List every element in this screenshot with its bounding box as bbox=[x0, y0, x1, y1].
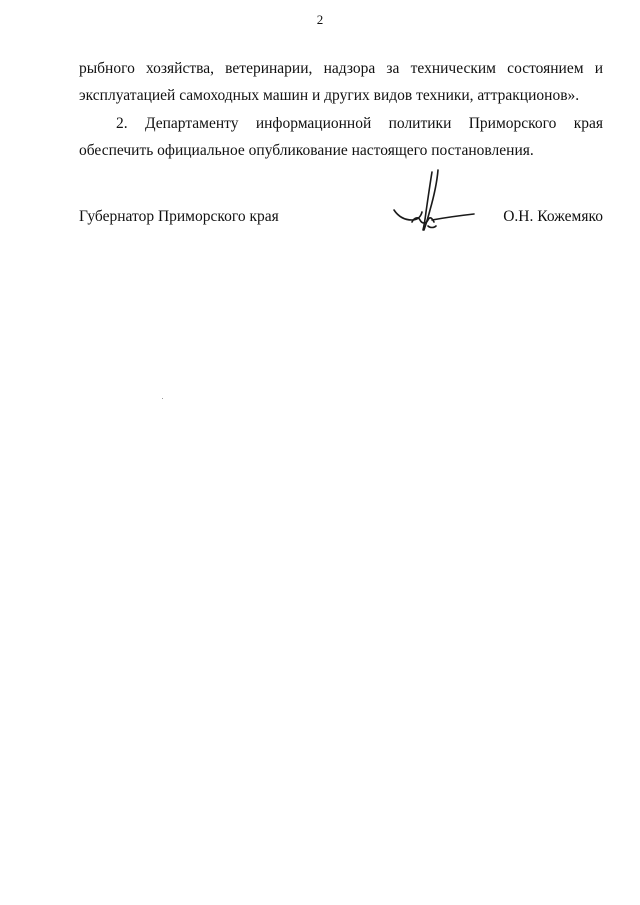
scan-speck bbox=[162, 398, 163, 399]
paragraph-continuation: рыбного хозяйства, ветеринарии, надзора за техническим состоянием и эксплуатацией самоходных машин и других видов техники, аттракционов». bbox=[79, 60, 603, 104]
signature-row bbox=[79, 208, 603, 238]
handwritten-signature bbox=[388, 166, 478, 236]
signer-title: Губернатор Приморского края bbox=[79, 208, 279, 225]
signer-name: О.Н. Кожемяко bbox=[503, 208, 603, 225]
page-number: 2 bbox=[316, 12, 324, 27]
paragraph-item-2: 2. Департаменту информационной политики Приморского края обеспечить официальное опубликование настоящего постановления. bbox=[79, 115, 603, 159]
